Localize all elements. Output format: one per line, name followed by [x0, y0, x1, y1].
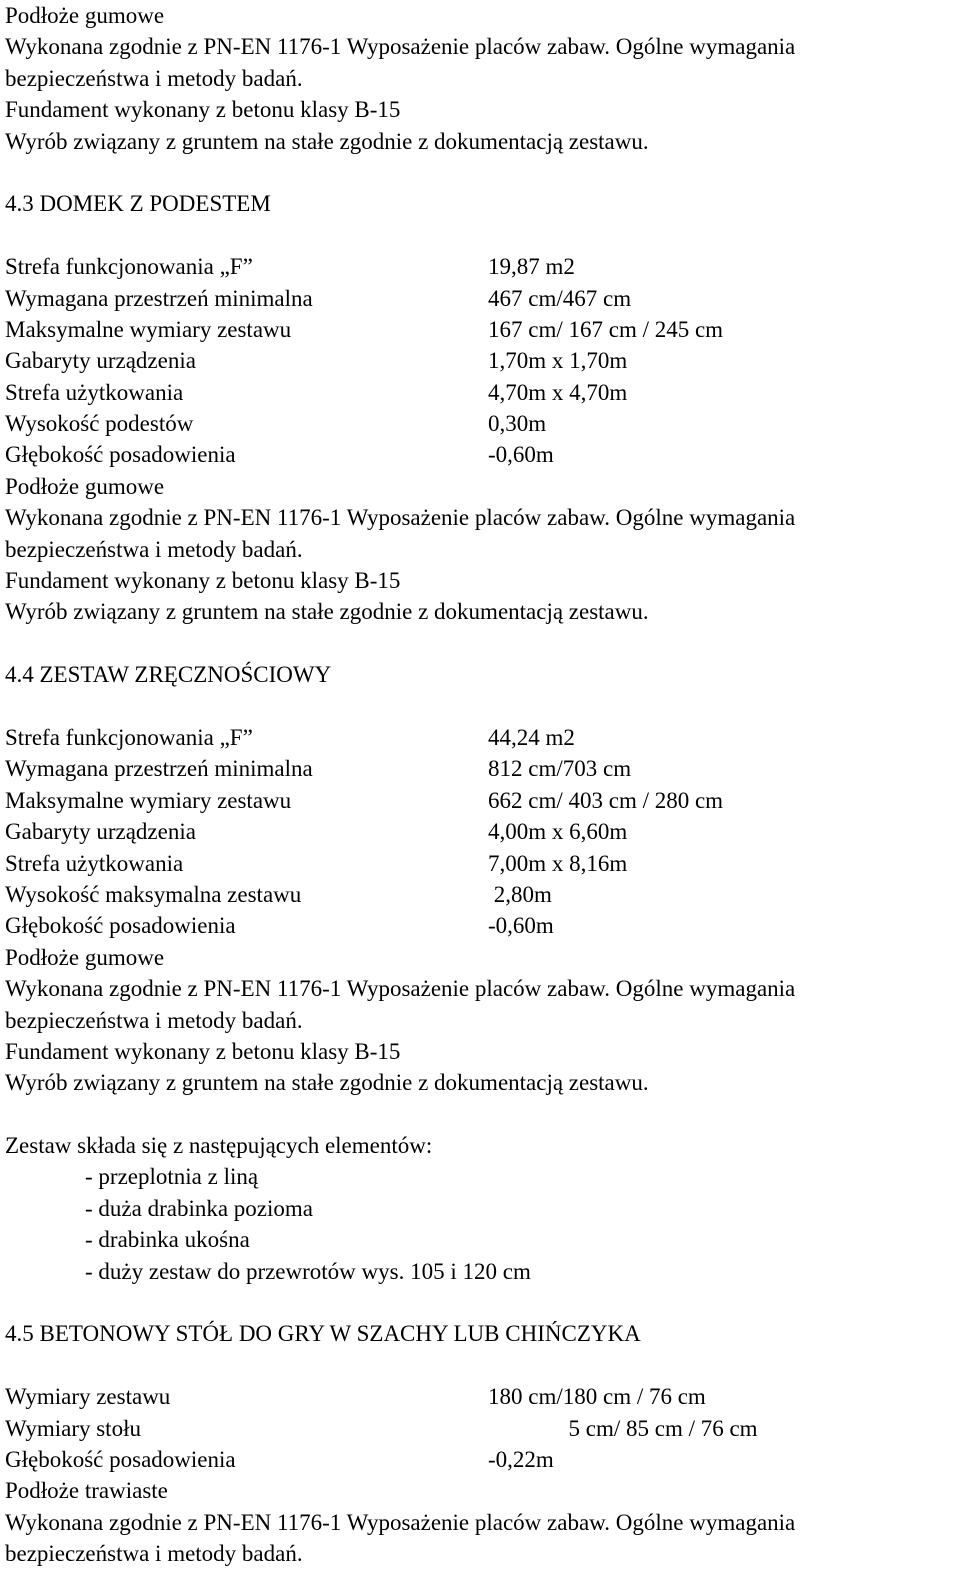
spec-value: 4,70m x 4,70m [488, 379, 628, 405]
spec-row [5, 377, 955, 408]
spec-row [5, 848, 955, 879]
spec-value: 44,24 m2 [488, 724, 575, 750]
section-heading: 4.4 ZESTAW ZRĘCZNOŚCIOWY [5, 662, 332, 688]
text-line: Podłoże trawiaste [5, 1478, 168, 1504]
spec-row [5, 345, 955, 376]
blank-line [5, 628, 955, 659]
elements-intro: Zestaw składa się z następujących elementów: [5, 1133, 433, 1159]
spec-label: Strefa funkcjonowania „F” [5, 724, 253, 750]
spec-label: Gabaryty urządzenia [5, 348, 196, 374]
document-page [5, 0, 955, 1570]
section-4-4 [5, 659, 955, 1287]
list-item: - drabinka ukośna [85, 1227, 250, 1253]
section-4-3 [5, 188, 955, 627]
blank-line [5, 1287, 955, 1318]
spec-row [5, 251, 955, 282]
text-line: Fundament wykonany z betonu klasy B-15 [5, 568, 401, 594]
spec-label: Maksymalne wymiary zestawu [5, 787, 292, 813]
spec-value: 5 cm/ 85 cm / 76 cm [488, 1415, 758, 1441]
spec-value: 467 cm/467 cm [488, 285, 632, 311]
text-line: bezpieczeństwa i metody badań. [5, 536, 303, 562]
text-line: Podłoże gumowe [5, 473, 165, 499]
spec-row [5, 439, 955, 470]
spec-label: Strefa funkcjonowania „F” [5, 254, 253, 280]
blank-line [5, 1099, 955, 1130]
spec-value: 0,30m [488, 411, 547, 437]
spec-row [5, 1444, 955, 1475]
section-4-5 [5, 1318, 955, 1569]
spec-value: -0,60m [488, 913, 554, 939]
text-line: Fundament wykonany z betonu klasy B-15 [5, 1038, 401, 1064]
spec-label: Wymagana przestrzeń minimalna [5, 756, 313, 782]
spec-row [5, 879, 955, 910]
spec-label: Wymagana przestrzeń minimalna [5, 285, 313, 311]
spec-value: 4,00m x 6,60m [488, 819, 628, 845]
text-line: Wyrób związany z gruntem na stałe zgodnie z dokumentacją zestawu. [5, 599, 649, 625]
spec-row [5, 816, 955, 847]
text-line: Wykonana zgodnie z PN-EN 1176-1 Wyposażenie placów zabaw. Ogólne wymagania [5, 34, 796, 60]
text-line: Wykonana zgodnie z PN-EN 1176-1 Wyposażenie placów zabaw. Ogólne wymagania [5, 505, 796, 531]
spec-row [5, 314, 955, 345]
blank-line [5, 157, 955, 188]
list-item: - duża drabinka pozioma [85, 1195, 313, 1221]
spec-label: Wymiary stołu [5, 1415, 141, 1441]
spec-row [5, 1413, 955, 1444]
spec-row [5, 722, 955, 753]
spec-label: Wymiary zestawu [5, 1384, 171, 1410]
spec-label: Gabaryty urządzenia [5, 819, 196, 845]
spec-row [5, 785, 955, 816]
text-line: Wykonana zgodnie z PN-EN 1176-1 Wyposażenie placów zabaw. Ogólne wymagania [5, 976, 796, 1002]
section-top [5, 0, 955, 157]
spec-label: Strefa użytkowania [5, 850, 184, 876]
spec-value: 1,70m x 1,70m [488, 348, 628, 374]
spec-row [5, 283, 955, 314]
spec-row [5, 753, 955, 784]
spec-row [5, 1381, 955, 1412]
spec-value: 19,87 m2 [488, 254, 575, 280]
spec-value: 812 cm/703 cm [488, 756, 632, 782]
spec-value: -0,22m [488, 1446, 554, 1472]
blank-line [5, 220, 955, 251]
spec-label: Wysokość podestów [5, 411, 194, 437]
spec-value: 167 cm/ 167 cm / 245 cm [488, 316, 724, 342]
blank-line [5, 1350, 955, 1381]
list-item: - duży zestaw do przewrotów wys. 105 i 120 cm [85, 1258, 531, 1284]
section-heading: 4.3 DOMEK Z PODESTEM [5, 191, 271, 217]
text-line: Podłoże gumowe [5, 3, 165, 28]
text-line: bezpieczeństwa i metody badań. [5, 1541, 303, 1567]
spec-row [5, 408, 955, 439]
spec-label: Wysokość maksymalna zestawu [5, 881, 302, 907]
spec-label: Strefa użytkowania [5, 379, 184, 405]
spec-value: 662 cm/ 403 cm / 280 cm [488, 787, 724, 813]
spec-row [5, 910, 955, 941]
spec-value: -0,60m [488, 442, 554, 468]
spec-value: 180 cm/180 cm / 76 cm [488, 1384, 706, 1410]
text-line: Podłoże gumowe [5, 944, 165, 970]
spec-label: Głębokość posadowienia [5, 442, 236, 468]
list-item: - przeplotnia z liną [85, 1164, 259, 1190]
text-line: Fundament wykonany z betonu klasy B-15 [5, 97, 401, 123]
spec-label: Głębokość posadowienia [5, 913, 236, 939]
section-heading: 4.5 BETONOWY STÓŁ DO GRY W SZACHY LUB CHIŃCZYKA [5, 1321, 641, 1347]
spec-label: Głębokość posadowienia [5, 1446, 236, 1472]
text-line: bezpieczeństwa i metody badań. [5, 1007, 303, 1033]
spec-label: Maksymalne wymiary zestawu [5, 316, 292, 342]
text-line: Wyrób związany z gruntem na stałe zgodnie z dokumentacją zestawu. [5, 128, 649, 154]
text-line: Wyrób związany z gruntem na stałe zgodnie z dokumentacją zestawu. [5, 1070, 649, 1096]
spec-value: 7,00m x 8,16m [488, 850, 628, 876]
text-line: Wykonana zgodnie z PN-EN 1176-1 Wyposażenie placów zabaw. Ogólne wymagania [5, 1509, 796, 1535]
blank-line [5, 691, 955, 722]
text-line: bezpieczeństwa i metody badań. [5, 65, 303, 91]
spec-value: 2,80m [488, 881, 552, 907]
